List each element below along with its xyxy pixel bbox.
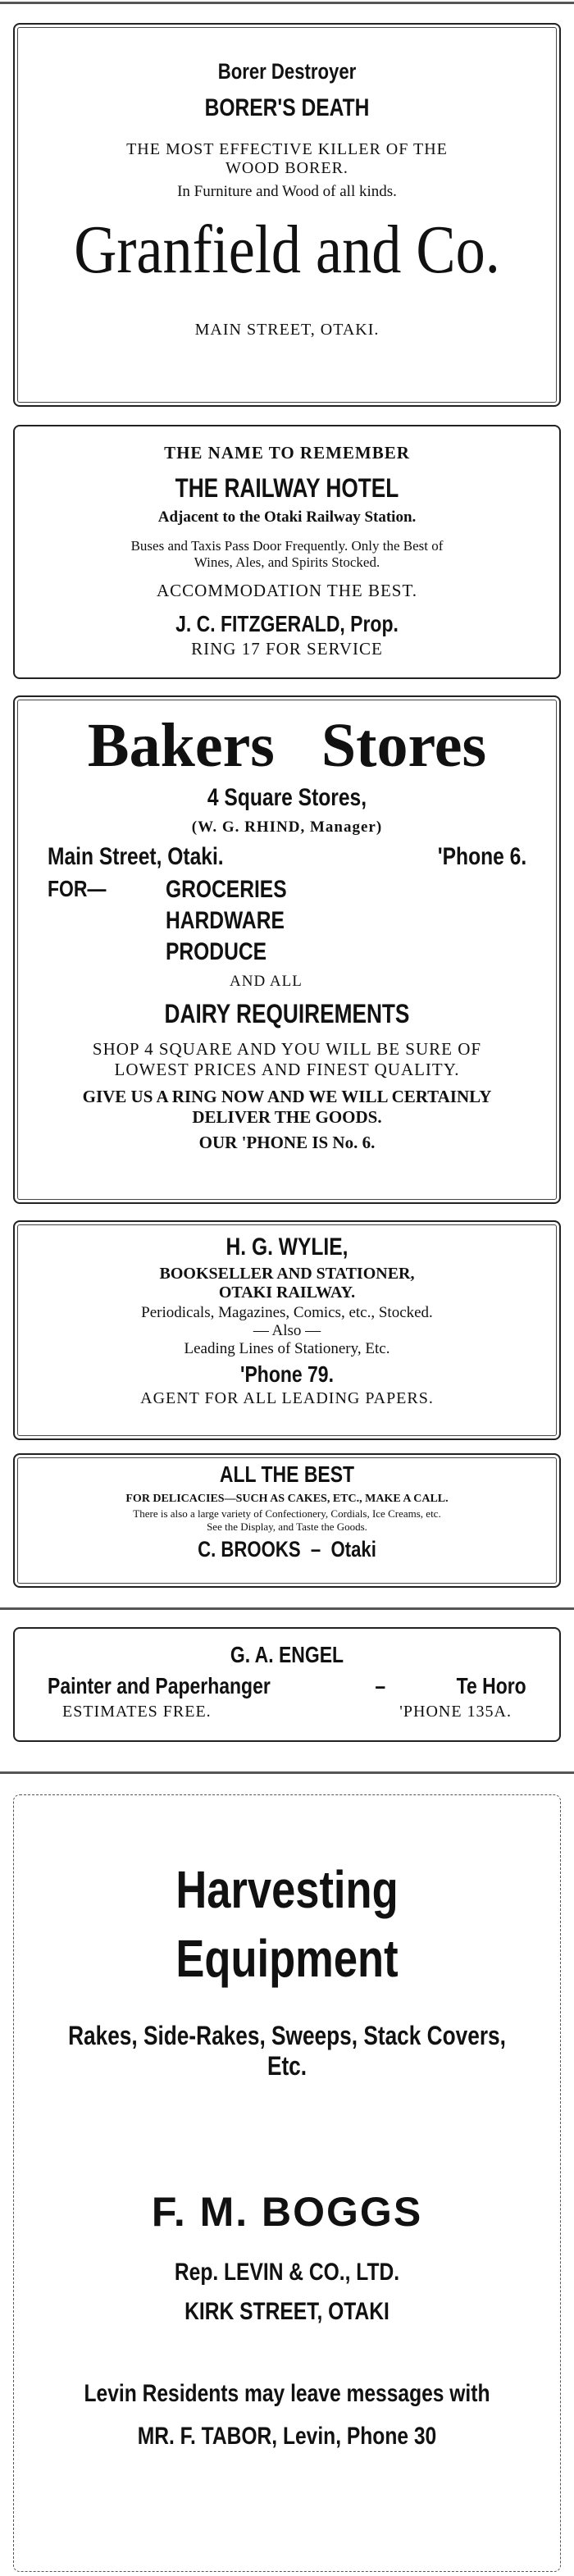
bakers-our-phone: OUR 'PHONE IS No. 6. bbox=[198, 1132, 376, 1152]
wylie-ad bbox=[13, 1220, 561, 1440]
engel-phone: 'PHONE 135A. bbox=[399, 1703, 512, 1721]
boggs-tabor: MR. F. TABOR, Levin, Phone 30 bbox=[137, 2422, 437, 2450]
brooks-line2: FOR DELICACIES—SUCH AS CAKES, ETC., MAKE A CALL. bbox=[125, 1493, 449, 1505]
engel-trade: Painter and Paperhanger bbox=[48, 1673, 271, 1698]
engel-place: Te Horo bbox=[456, 1673, 526, 1698]
bakers-and-all: AND ALL bbox=[230, 972, 303, 990]
railway-line6: ACCOMMODATION THE BEST. bbox=[157, 581, 417, 600]
railway-prop: J. C. FITZGERALD, Prop. bbox=[175, 611, 399, 636]
engel-name: G. A. ENGEL bbox=[230, 1642, 344, 1667]
granfield-name: Granfield and Co. bbox=[74, 212, 500, 288]
granfield-line2: BORER'S DEATH bbox=[204, 94, 370, 121]
wylie-line5: — Also — bbox=[253, 1322, 321, 1339]
engel-dash: – bbox=[375, 1673, 386, 1698]
granfield-line3: THE MOST EFFECTIVE KILLER OF THE bbox=[126, 140, 448, 158]
boggs-items: Rakes, Side-Rakes, Sweeps, Stack Covers, Etc. bbox=[68, 2020, 506, 2081]
boggs-name: F. M. BOGGS bbox=[151, 2188, 423, 2235]
bakers-give1: GIVE US A RING NOW AND WE WILL CERTAINLY bbox=[82, 1086, 492, 1106]
engel-estimates: ESTIMATES FREE. bbox=[62, 1703, 212, 1721]
wylie-name: H. G. WYLIE, bbox=[226, 1233, 348, 1261]
boggs-title2: Equipment bbox=[175, 1929, 399, 1989]
granfield-address: MAIN STREET, OTAKI. bbox=[194, 321, 380, 340]
brooks-name: C. BROOKS – Otaki bbox=[198, 1537, 376, 1562]
bakers-manager: (W. G. RHIND, Manager) bbox=[191, 818, 383, 836]
bakers-phone: 'Phone 6. bbox=[437, 842, 526, 870]
wylie-line6: Leading Lines of Stationery, Etc. bbox=[184, 1340, 390, 1357]
brooks-title: ALL THE BEST bbox=[219, 1461, 355, 1487]
brooks-ad bbox=[13, 1453, 561, 1588]
brooks-line4: See the Display, and Taste the Goods. bbox=[207, 1521, 367, 1533]
granfield-line1: Borer Destroyer bbox=[217, 59, 357, 84]
divider-rule bbox=[0, 1607, 574, 1610]
railway-hotel-ad bbox=[13, 425, 561, 679]
railway-name: THE RAILWAY HOTEL bbox=[175, 473, 399, 503]
bakers-address: Main Street, Otaki. bbox=[48, 842, 224, 870]
bakers-item-groceries: GROCERIES bbox=[166, 875, 287, 903]
boggs-levin: Levin Residents may leave messages with bbox=[84, 2379, 490, 2407]
bakers-name: Bakers Stores bbox=[87, 711, 487, 780]
bakers-give2: DELIVER THE GOODS. bbox=[192, 1106, 382, 1127]
bakers-item-produce: PRODUCE bbox=[166, 937, 267, 965]
bakers-stores-ad bbox=[13, 695, 561, 1204]
wylie-phone: 'Phone 79. bbox=[240, 1361, 334, 1387]
brooks-line3: There is also a large variety of Confectionery, Cordials, Ice Creams, etc. bbox=[133, 1507, 441, 1520]
boggs-rep: Rep. LEVIN & CO., LTD. bbox=[174, 2258, 400, 2286]
granfield-ad bbox=[13, 23, 561, 407]
divider-rule-2 bbox=[0, 1771, 574, 1774]
boggs-ad bbox=[13, 1794, 561, 2572]
granfield-line4: WOOD BORER. bbox=[226, 159, 348, 177]
wylie-line4: Periodicals, Magazines, Comics, etc., Stocked. bbox=[141, 1304, 433, 1321]
bakers-item-hardware: HARDWARE bbox=[166, 906, 285, 934]
railway-line5: Wines, Ales, and Spirits Stocked. bbox=[194, 554, 380, 570]
boggs-street: KIRK STREET, OTAKI bbox=[184, 2297, 390, 2325]
top-rule bbox=[0, 2, 574, 4]
bakers-shop2: LOWEST PRICES AND FINEST QUALITY. bbox=[114, 1059, 460, 1079]
railway-line4: Buses and Taxis Pass Door Frequently. Only the Best of bbox=[130, 538, 444, 554]
wylie-line3: OTAKI RAILWAY. bbox=[218, 1283, 356, 1302]
railway-line1: THE NAME TO REMEMBER bbox=[164, 443, 410, 463]
engel-ad bbox=[13, 1627, 561, 1742]
railway-line3: Adjacent to the Otaki Railway Station. bbox=[157, 508, 417, 526]
bakers-shop1: SHOP 4 SQUARE AND YOU WILL BE SURE OF bbox=[92, 1038, 482, 1059]
bakers-dairy: DAIRY REQUIREMENTS bbox=[164, 998, 410, 1028]
granfield-line5: In Furniture and Wood of all kinds. bbox=[177, 183, 397, 200]
boggs-title1: Harvesting bbox=[175, 1860, 399, 1919]
bakers-for-label: FOR— bbox=[48, 875, 107, 901]
railway-ring: RING 17 FOR SERVICE bbox=[191, 639, 383, 659]
bakers-sub: 4 Square Stores, bbox=[207, 783, 367, 811]
wylie-line2: BOOKSELLER AND STATIONER, bbox=[159, 1265, 415, 1283]
wylie-agent: AGENT FOR ALL LEADING PAPERS. bbox=[140, 1389, 434, 1407]
